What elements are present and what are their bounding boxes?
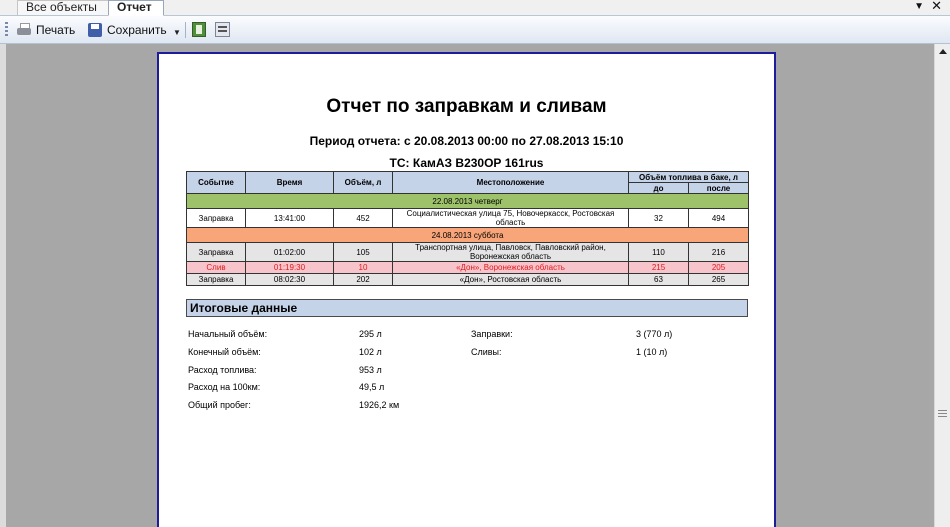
cell-event: Заправка xyxy=(187,243,246,262)
cell-time: 13:41:00 xyxy=(246,209,334,228)
cell-location: «Дон», Воронежская область xyxy=(393,262,629,274)
cell-before: 215 xyxy=(629,262,689,274)
report-title: Отчет по заправкам и сливам xyxy=(326,96,607,117)
tab-all-objects[interactable]: Все объекты xyxy=(17,0,109,15)
table-row xyxy=(187,243,749,262)
print-button[interactable] xyxy=(16,20,75,39)
mileage-label: Общий пробег: xyxy=(188,400,251,410)
summary-heading: Итоговые данные xyxy=(186,299,748,317)
col-header-before: до xyxy=(629,183,689,194)
toggle-view-icon[interactable] xyxy=(192,22,206,37)
cell-after: 494 xyxy=(689,209,749,228)
cell-volume: 10 xyxy=(334,262,393,274)
consumption-label: Расход топлива: xyxy=(188,365,257,375)
print-button-label: Печать xyxy=(36,22,76,37)
end-volume-value: 102 л xyxy=(359,347,382,357)
tab-list-dropdown-icon[interactable]: ▼ xyxy=(914,1,924,12)
col-header-location: Местоположение xyxy=(393,172,629,194)
cell-volume: 202 xyxy=(334,274,393,286)
cell-event: Заправка xyxy=(187,274,246,286)
cell-event: Слив xyxy=(187,262,246,274)
report-vehicle: ТС: КамАЗ В230ОР 161rus xyxy=(389,156,544,170)
cell-event: Заправка xyxy=(187,209,246,228)
per100-value: 49,5 л xyxy=(359,382,385,392)
cell-location: «Дон», Ростовская область xyxy=(393,274,629,286)
save-button[interactable] xyxy=(87,20,167,39)
consumption-value: 953 л xyxy=(359,365,382,375)
cell-location: Транспортная улица, Павловск, Павловский район, Воронежская область xyxy=(393,243,629,262)
mileage-value: 1926,2 км xyxy=(359,400,400,410)
table-row-drain xyxy=(187,262,749,274)
toolbar-separator xyxy=(185,22,186,38)
drains-label: Сливы: xyxy=(471,347,502,357)
cell-before: 32 xyxy=(629,209,689,228)
start-volume-value: 295 л xyxy=(359,329,382,339)
cell-volume: 105 xyxy=(334,243,393,262)
tab-report[interactable]: Отчет xyxy=(108,0,164,16)
report-table xyxy=(186,171,749,286)
drains-value: 1 (10 л) xyxy=(636,347,668,357)
printer-icon xyxy=(16,22,32,38)
cell-time: 01:19:30 xyxy=(246,262,334,274)
cell-before: 110 xyxy=(629,243,689,262)
day-group-row xyxy=(187,228,749,243)
report-page xyxy=(157,52,776,527)
table-row xyxy=(187,209,749,228)
cell-after: 216 xyxy=(689,243,749,262)
save-button-label: Сохранить xyxy=(107,22,167,37)
save-dropdown-icon[interactable]: ▼ xyxy=(173,28,181,37)
day-group-row xyxy=(187,194,749,209)
tab-strip xyxy=(0,0,950,16)
vertical-scrollbar[interactable] xyxy=(934,44,950,527)
start-volume-label: Начальный объём: xyxy=(188,329,268,339)
day-label: 22.08.2013 четверг xyxy=(187,194,749,209)
save-disk-icon xyxy=(87,22,103,38)
col-header-time: Время xyxy=(246,172,334,194)
day-label: 24.08.2013 суббота xyxy=(187,228,749,243)
cell-location: Социалистическая улица 75, Новочеркасск, Ростовская область xyxy=(393,209,629,228)
scroll-up-icon[interactable] xyxy=(937,46,948,57)
cell-after: 205 xyxy=(689,262,749,274)
refuels-label: Заправки: xyxy=(471,329,513,339)
table-row xyxy=(187,274,749,286)
report-period: Период отчета: с 20.08.2013 00:00 по 27.08.2013 15:10 xyxy=(309,134,624,148)
cell-before: 63 xyxy=(629,274,689,286)
cell-time: 01:02:00 xyxy=(246,243,334,262)
cell-time: 08:02:30 xyxy=(246,274,334,286)
page-setup-icon[interactable] xyxy=(215,22,230,37)
col-header-volume: Объём, л xyxy=(334,172,393,194)
per100-label: Расход на 100км: xyxy=(188,382,261,392)
close-icon[interactable]: ✕ xyxy=(931,0,942,13)
refuels-value: 3 (770 л) xyxy=(636,329,673,339)
scroll-thumb-grip[interactable] xyxy=(938,410,947,418)
cell-volume: 452 xyxy=(334,209,393,228)
toolbar-grip[interactable] xyxy=(5,22,8,38)
col-header-event: Событие xyxy=(187,172,246,194)
col-header-after: после xyxy=(689,183,749,194)
cell-after: 265 xyxy=(689,274,749,286)
toolbar xyxy=(0,16,950,44)
col-header-tank: Объём топлива в баке, л xyxy=(629,172,749,183)
end-volume-label: Конечный объём: xyxy=(188,347,261,357)
